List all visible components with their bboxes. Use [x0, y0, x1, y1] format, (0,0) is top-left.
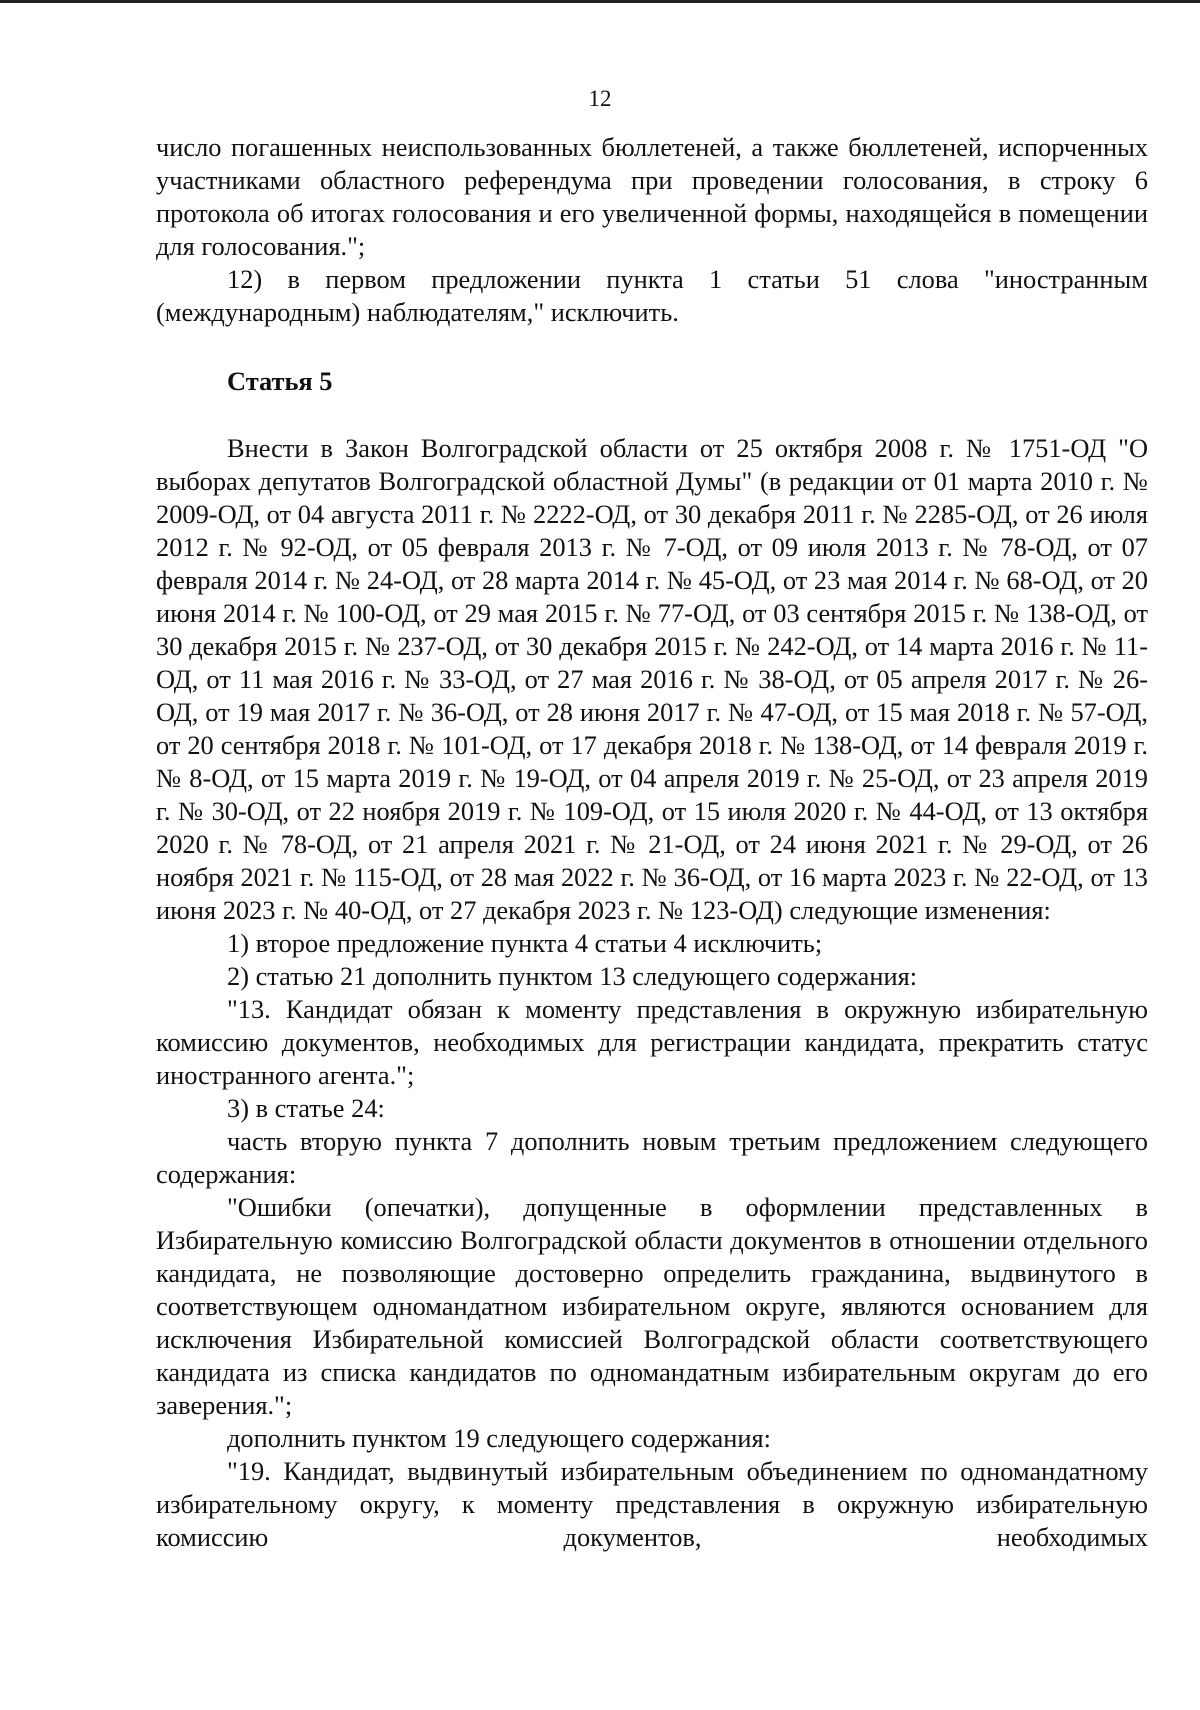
paragraph-item-1: 1) второе предложение пункта 4 статьи 4 исключить; [227, 928, 823, 958]
document-body [156, 131, 1148, 1554]
page-number: 12 [588, 86, 612, 111]
paragraph-part-two: часть вторую пункта 7 дополнить новым третьим предложением следующего содержания: [156, 1126, 1148, 1189]
paragraph-item-12: 12) в первом предложении пункта 1 статьи 51 слова "иностранным (международным) наблюдателям," исключить. [156, 264, 1148, 327]
paragraph-item-3: 3) в статье 24: [227, 1093, 385, 1123]
paragraph-article-intro: Внести в Закон Волгоградской области от 25 октября 2008 г. № 1751-ОД "О выборах депутатов Волгоградской областной Думы" (в редакции от 01 марта 2010 г. № 2009-ОД, от 04 августа 2011 г. № 2222-ОД, от 30 декабря 2011 г. № 2285-ОД, от 26 июля 2012 г. № 92-ОД, от 05 февраля 2013 г. № 7-ОД, от 09 июля 2013 г. № 78-ОД, от 07 февраля 2014 г. № 24-ОД, от 28 марта 2014 г. № 45-ОД, от 23 мая 2014 г. № 68-ОД, от 20 июня 2014 г. № 100-ОД, от 29 мая 2015 г. № 77-ОД, от 03 сентября 2015 г. № 138-ОД, от 30 декабря 2015 г. № 237-ОД, от 30 декабря 2015 г. № 242-ОД, от 14 марта 2016 г. № 11-ОД, от 11 мая 2016 г. № 33-ОД, от 27 мая 2016 г. № 38-ОД, от 05 апреля 2017 г. № 26-ОД, от 19 мая 2017 г. № 36-ОД, от 28 июня 2017 г. № 47-ОД, от 15 мая 2018 г. № 57-ОД, от 20 сентября 2018 г. № 101-ОД, от 17 декабря 2018 г. № 138-ОД, от 14 февраля 2019 г. № 8-ОД, от 15 марта 2019 г. № 19-ОД, от 04 апреля 2019 г. № 25-ОД, от 23 апреля 2019 г. № 30-ОД, от 22 ноября 2019 г. № 109-ОД, от 15 июля 2020 г. № 44-ОД, от 13 октября 2020 г. № 78-ОД, от 21 апреля 2021 г. № 21-ОД, от 24 июня 2021 г. № 29-ОД, от 26 ноября 2021 г. № 115-ОД, от 28 мая 2022 г. № 36-ОД, от 16 марта 2023 г. № 22-ОД, от 13 июня 2023 г. № 40-ОД, от 27 декабря 2023 г. № 123-ОД) следующие изменения: [156, 433, 1148, 925]
paragraph-item-2: 2) статью 21 дополнить пунктом 13 следующего содержания: [227, 961, 918, 991]
paragraph-continued: число погашенных неиспользованных бюллетеней, а также бюллетеней, испорченных участниками областного референдума при проведении голосования, в строку 6 протокола об итогах голосования и его увеличенной формы, находящейся в помещении для голосования."; [156, 132, 1148, 261]
paragraph-quote-errors: "Ошибки (опечатки), допущенные в оформлении представленных в Избирательную комиссию Волгоградской области документов в отношении отдельного кандидата, не позволяющие достоверно определить гражданина, выдвинутого в соответствующем одномандатном избирательном округе, являются основанием для исключения Избирательной комиссией Волгоградской области соответствующего кандидата из списка кандидатов по одномандатным избирательным округам до его заверения."; [156, 1192, 1148, 1420]
paragraph-add-item-19: дополнить пунктом 19 следующего содержания: [227, 1423, 771, 1453]
page-top-edge [0, 0, 1200, 3]
paragraph-quote-13: "13. Кандидат обязан к моменту представления в окружную избирательную комиссию документов, необходимых для регистрации кандидата, прекратить статус иностранного агента."; [156, 994, 1148, 1090]
article-heading: Статья 5 [227, 366, 333, 396]
paragraph-quote-19: "19. Кандидат, выдвинутый избирательным объединением по одномандатному избирательному округу, к моменту представления в окружную избирательную комиссию документов, необходимых [156, 1456, 1148, 1552]
